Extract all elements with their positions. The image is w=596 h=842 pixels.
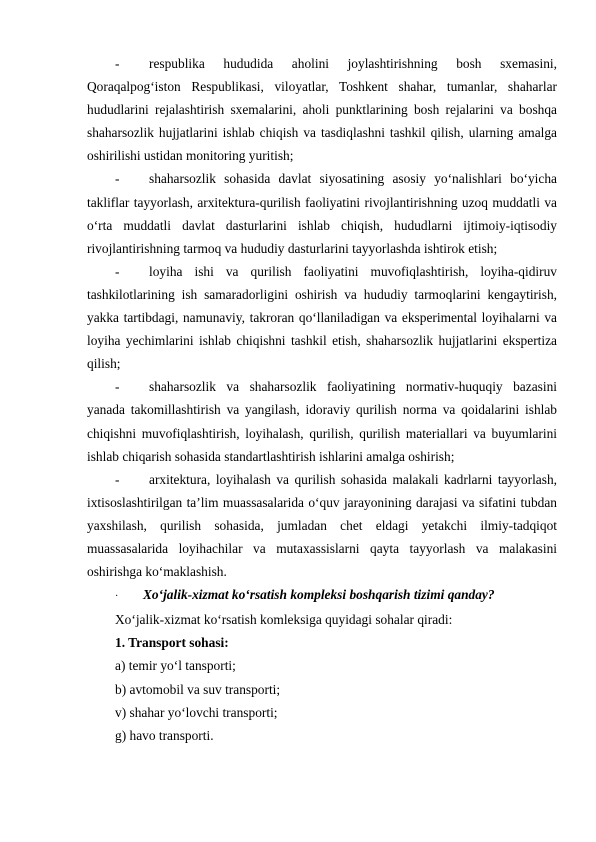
dash-bullet: -: [115, 471, 120, 487]
paragraph-4-text: shaharsozlik va shaharsozlik faoliyatining normativ-huquqiy bazasini yanada takomillashtirish va yangilash, idoraviy qurilish norma va qoidalarini ishlab chiqishni muvofiqlashtirish, loyihalash, qurilish, qurilish materiallari va buyumlarini ishlab chiqarish sohasida standartlashtirish ishlarini amalga oshirish;: [87, 379, 557, 464]
dot-bullet: ·: [115, 591, 119, 603]
paragraph-1: [87, 52, 557, 167]
dash-bullet: -: [115, 171, 120, 187]
paragraph-5: [87, 468, 557, 583]
paragraph-1-text: respublika hududida aholini joylashtirishning bosh sxemasini, Qoraqalpog‘iston Respublikasi, viloyatlar, Toshkent shahar, tumanlar, shaharlar hududlarini rejalashtirish sxemalarini, aholi punktlarining bosh rejalarini va boshqa shaharsozlik hujjatlarini ishlab chiqish va tasdiqlashni tashkil qilish, ularning amalga oshirilishi ustidan monitoring yuritish;: [87, 56, 557, 164]
dash-bullet: -: [115, 379, 120, 395]
document-page: [87, 52, 557, 747]
list-item: a) temir yo‘l tansporti;: [115, 658, 236, 674]
paragraph-3-text: loyiha ishi va qurilish faoliyatini muvofiqlashtirish, loyiha-qidiruv tashkilotlarining ish samaradorligini oshirish va hududiy tarmoqlarini kengaytirish, yakka tartibdagi, namunaviy, takroran qo‘llaniladigan va eksperimental loyihalarni va loyiha yechimlarini ishlab chiqishni tashkil etish, shaharsozlik hujjatlarini ekspertiza qilish;: [87, 263, 557, 372]
intro-line: Xo‘jalik-xizmat ko‘rsatish komleksiga quyidagi sohalar qiradi:: [115, 612, 453, 628]
paragraph-2: [87, 167, 557, 259]
dash-bullet: -: [115, 263, 120, 279]
dash-bullet: -: [115, 56, 120, 71]
section-title: 1. Transport sohasi:: [115, 635, 229, 651]
paragraph-5-text: arxitektura, loyihalash va qurilish sohasida malakali kadrlarni tayyorlash, ixtisoslashtirilgan ta’lim muassasalarida o‘quv jarayonining darajasi va sifatini tubdan yaxshilash, qurilish sohasida, jumladan chet eldagi yetakchi ilmiy-tadqiqot muassasalarida loyihachilar va mutaxassislarni qayta tayyorlash va malakasini oshirishga ko‘maklashish.: [87, 471, 557, 580]
question-text: Xo‘jalik-xizmat ko‘rsatish kompleksi boshqarish tizimi qanday?: [143, 587, 495, 603]
list-item: v) shahar yo‘lovchi transporti;: [115, 704, 278, 720]
list-item: g) havo transporti.: [115, 727, 214, 743]
list-item: b) avtomobil va suv transporti;: [115, 681, 281, 697]
paragraph-4: [87, 375, 557, 467]
paragraph-3: [87, 260, 557, 375]
question-heading: [87, 583, 557, 608]
paragraph-2-text: shaharsozlik sohasida davlat siyosatining asosiy yo‘nalishlari bo‘yicha takliflar tayyorlash, arxitektura-qurilish faoliyatini rivojlantirishning uzoq muddatli va o‘rta muddatli davlat dasturlarini ishlab chiqish, hududlarni ijtimoiy-iqtisodiy rivojlantirishning tarmoq va hududiy dasturlarini tayyorlashda ishtirok etish;: [87, 171, 557, 256]
